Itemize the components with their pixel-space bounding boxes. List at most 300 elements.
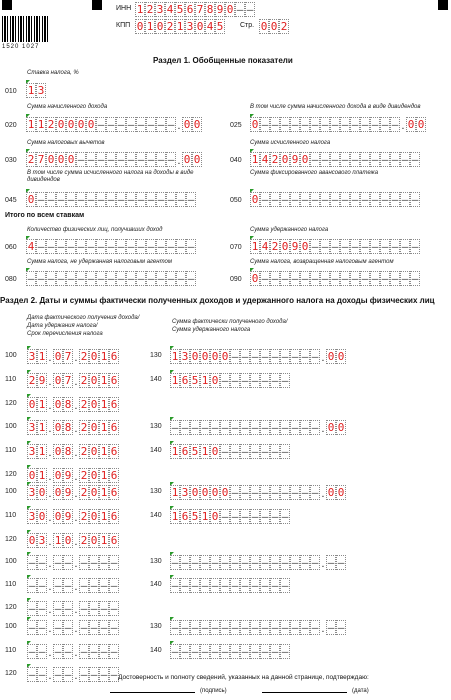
char-cell: –	[100, 668, 108, 681]
kpp-field	[135, 19, 225, 34]
char-cell: 2	[80, 374, 88, 387]
char-cell: 0	[28, 469, 36, 482]
label-090: Сумма налога, возвращенная налоговым агентом	[250, 259, 394, 265]
char-cell: –	[371, 118, 379, 131]
char-cell: 3	[38, 534, 46, 547]
date-field-120	[27, 533, 119, 548]
dot-separator: .	[74, 671, 78, 682]
char-cell: –	[271, 193, 279, 206]
char-cell: –	[90, 556, 98, 569]
char-cell: –	[261, 645, 269, 658]
dot-separator: .	[48, 559, 52, 570]
char-cell: 0	[77, 118, 85, 131]
char-cell: –	[177, 272, 185, 285]
date-field-120	[27, 468, 119, 483]
code-110: 110	[5, 376, 17, 383]
char-cell: –	[291, 350, 299, 363]
char-cell: 2	[271, 240, 279, 253]
income-amount-field	[170, 620, 346, 635]
char-cell: –	[157, 153, 165, 166]
char-cell: –	[291, 193, 299, 206]
char-cell: –	[100, 579, 108, 592]
char-cell: –	[117, 153, 125, 166]
char-cell: 5	[191, 445, 199, 458]
char-cell: 6	[181, 374, 189, 387]
char-cell: –	[281, 118, 289, 131]
char-cell: 0	[337, 421, 345, 434]
char-cell: 9	[64, 486, 72, 499]
char-cell: –	[251, 579, 259, 592]
char-cell: 7	[64, 374, 72, 387]
code-140: 140	[150, 447, 162, 454]
char-cell: –	[381, 272, 389, 285]
char-cell: 2	[146, 3, 154, 16]
char-cell: –	[301, 350, 309, 363]
code-010: 010	[5, 88, 17, 95]
char-cell: –	[107, 118, 115, 131]
char-cell: –	[281, 486, 289, 499]
char-cell: 1	[136, 3, 144, 16]
field-050	[250, 192, 420, 207]
label-020: Сумма начисленного дохода	[27, 104, 108, 110]
char-cell: 4	[261, 240, 269, 253]
date-field-120	[27, 397, 119, 412]
char-cell: 1	[251, 153, 259, 166]
char-cell: –	[271, 118, 279, 131]
dot-separator: .	[177, 156, 181, 167]
char-cell: –	[167, 118, 175, 131]
char-cell: –	[301, 272, 309, 285]
char-cell: 0	[54, 486, 62, 499]
char-cell: 1	[171, 486, 179, 499]
field-030	[26, 152, 202, 167]
field-040	[250, 152, 420, 167]
dot-separator: .	[48, 671, 52, 682]
code-110: 110	[5, 581, 17, 588]
char-cell: –	[100, 556, 108, 569]
char-cell: –	[221, 579, 229, 592]
char-cell: 4	[261, 153, 269, 166]
char-cell: 6	[110, 445, 118, 458]
char-cell: –	[261, 350, 269, 363]
section1-title: Раздел 1. Обобщенные показатели	[153, 56, 293, 65]
char-cell: 2	[80, 469, 88, 482]
char-cell: –	[107, 193, 115, 206]
char-cell: –	[271, 579, 279, 592]
char-cell: 0	[221, 486, 229, 499]
char-cell: 9	[291, 153, 299, 166]
char-cell: –	[281, 272, 289, 285]
char-cell: –	[401, 153, 409, 166]
char-cell: –	[47, 240, 55, 253]
income-amount-field	[170, 555, 346, 570]
char-cell: –	[211, 621, 219, 634]
char-cell: –	[311, 621, 319, 634]
char-cell: –	[28, 645, 36, 658]
char-cell: –	[301, 486, 309, 499]
page-label: Стр.	[240, 22, 255, 29]
char-cell: –	[157, 272, 165, 285]
char-cell: 0	[193, 118, 201, 131]
char-cell: 0	[47, 153, 55, 166]
char-cell: –	[181, 621, 189, 634]
code-130: 130	[150, 352, 162, 359]
char-cell: –	[100, 621, 108, 634]
char-cell: –	[261, 118, 269, 131]
code-030: 030	[5, 157, 17, 164]
char-cell: –	[38, 579, 46, 592]
char-cell: –	[371, 193, 379, 206]
char-cell: –	[401, 272, 409, 285]
char-cell: –	[100, 645, 108, 658]
char-cell: –	[181, 645, 189, 658]
char-cell: –	[281, 579, 289, 592]
char-cell: 1	[100, 534, 108, 547]
char-cell: –	[341, 118, 349, 131]
char-cell: –	[67, 193, 75, 206]
char-cell: –	[80, 602, 88, 615]
char-cell: 1	[201, 445, 209, 458]
char-cell: –	[171, 421, 179, 434]
char-cell: –	[301, 118, 309, 131]
char-cell: 0	[67, 153, 75, 166]
income-amount-field	[170, 420, 346, 435]
char-cell: 0	[90, 421, 98, 434]
char-cell: –	[231, 350, 239, 363]
right-header-1: Сумма фактически полученного дохода/	[172, 319, 288, 325]
char-cell: –	[371, 240, 379, 253]
char-cell: –	[211, 645, 219, 658]
char-cell: –	[391, 272, 399, 285]
char-cell: 0	[38, 510, 46, 523]
char-cell: 3	[37, 84, 45, 97]
page-field	[259, 19, 289, 34]
char-cell: –	[241, 445, 249, 458]
char-cell: 8	[206, 3, 214, 16]
char-cell: –	[80, 645, 88, 658]
tax-amount-field	[170, 373, 290, 388]
char-cell: –	[127, 193, 135, 206]
char-cell: 0	[201, 350, 209, 363]
char-cell: 6	[110, 350, 118, 363]
dot-separator: .	[48, 513, 52, 524]
char-cell: 3	[181, 486, 189, 499]
char-cell: 2	[80, 510, 88, 523]
char-cell: –	[331, 272, 339, 285]
signature-line	[110, 692, 195, 693]
char-cell: 1	[100, 398, 108, 411]
char-cell: –	[54, 579, 62, 592]
char-cell: –	[341, 272, 349, 285]
date-field-120	[27, 601, 119, 616]
code-090: 090	[230, 276, 242, 283]
field-080	[26, 271, 196, 286]
char-cell: 8	[64, 421, 72, 434]
char-cell: –	[137, 240, 145, 253]
char-cell: –	[181, 579, 189, 592]
char-cell: 8	[64, 445, 72, 458]
date-field-100	[27, 485, 119, 500]
char-cell: 3	[156, 3, 164, 16]
char-cell: –	[281, 193, 289, 206]
char-cell: –	[251, 556, 259, 569]
code-130: 130	[150, 488, 162, 495]
char-cell: –	[281, 445, 289, 458]
char-cell: –	[246, 3, 254, 16]
char-cell: –	[251, 510, 259, 523]
char-cell: –	[231, 445, 239, 458]
char-cell: –	[311, 193, 319, 206]
char-cell: –	[337, 556, 345, 569]
char-cell: 3	[181, 350, 189, 363]
char-cell: –	[110, 621, 118, 634]
char-cell: 0	[327, 421, 335, 434]
char-cell: –	[87, 193, 95, 206]
char-cell: –	[137, 193, 145, 206]
char-cell: –	[100, 602, 108, 615]
char-cell: 1	[38, 398, 46, 411]
char-cell: 1	[100, 350, 108, 363]
char-cell: 1	[201, 510, 209, 523]
dot-separator: .	[48, 448, 52, 459]
char-cell: –	[147, 118, 155, 131]
char-cell: –	[401, 240, 409, 253]
char-cell: 0	[301, 153, 309, 166]
dot-separator: .	[321, 624, 325, 635]
char-cell: –	[261, 556, 269, 569]
char-cell: 9	[291, 240, 299, 253]
char-cell: 0	[337, 486, 345, 499]
char-cell: –	[301, 621, 309, 634]
char-cell: –	[90, 668, 98, 681]
char-cell: –	[47, 272, 55, 285]
char-cell: 0	[54, 350, 62, 363]
char-cell: –	[28, 556, 36, 569]
char-cell: –	[57, 193, 65, 206]
char-cell: –	[381, 240, 389, 253]
char-cell: –	[147, 153, 155, 166]
date-field-110	[27, 644, 119, 659]
char-cell: –	[147, 272, 155, 285]
section2-title: Раздел 2. Даты и суммы фактически полученных доходов и удержанного налога на доходы физических лиц	[0, 296, 435, 305]
char-cell: 0	[417, 118, 425, 131]
char-cell: –	[411, 193, 419, 206]
dot-separator: .	[48, 624, 52, 635]
char-cell: –	[261, 486, 269, 499]
char-cell: –	[77, 240, 85, 253]
char-cell: 1	[171, 374, 179, 387]
char-cell: 5	[216, 20, 224, 33]
char-cell: –	[241, 579, 249, 592]
code-130: 130	[150, 423, 162, 430]
char-cell: 0	[54, 469, 62, 482]
field-060	[26, 239, 196, 254]
char-cell: –	[361, 118, 369, 131]
dot-separator: .	[74, 424, 78, 435]
char-cell: –	[117, 118, 125, 131]
char-cell: 9	[38, 374, 46, 387]
char-cell: –	[231, 421, 239, 434]
char-cell: 2	[80, 350, 88, 363]
char-cell: 0	[54, 398, 62, 411]
char-cell: –	[311, 556, 319, 569]
code-120: 120	[5, 670, 17, 677]
char-cell: –	[171, 621, 179, 634]
char-cell: –	[181, 421, 189, 434]
code-045: 045	[5, 197, 17, 204]
date-field-120	[27, 667, 119, 682]
char-cell: –	[221, 374, 229, 387]
char-cell: –	[80, 668, 88, 681]
char-cell: –	[411, 153, 419, 166]
dot-separator: .	[48, 377, 52, 388]
char-cell: –	[201, 556, 209, 569]
char-cell: –	[64, 668, 72, 681]
char-cell: –	[110, 668, 118, 681]
char-cell: –	[67, 272, 75, 285]
char-cell: –	[167, 193, 175, 206]
char-cell: –	[411, 240, 419, 253]
char-cell: –	[311, 421, 319, 434]
char-cell: 1	[100, 469, 108, 482]
char-cell: 0	[211, 350, 219, 363]
code-100: 100	[5, 423, 17, 430]
char-cell: 0	[270, 20, 278, 33]
code-120: 120	[5, 604, 17, 611]
char-cell: 6	[110, 374, 118, 387]
char-cell: –	[27, 272, 35, 285]
char-cell: –	[236, 3, 244, 16]
char-cell: 1	[171, 510, 179, 523]
char-cell: –	[351, 193, 359, 206]
char-cell: 9	[64, 510, 72, 523]
char-cell: –	[137, 118, 145, 131]
char-cell: –	[38, 602, 46, 615]
char-cell: –	[38, 668, 46, 681]
char-cell: –	[64, 645, 72, 658]
char-cell: 0	[54, 445, 62, 458]
char-cell: 1	[251, 240, 259, 253]
char-cell: –	[191, 645, 199, 658]
label-030: Сумма налоговых вычетов	[27, 140, 105, 146]
char-cell: 0	[38, 486, 46, 499]
char-cell: –	[231, 621, 239, 634]
char-cell: –	[361, 240, 369, 253]
label-045: В том числе сумма исчисленного налога на доходы в виде дивидендов	[27, 170, 194, 183]
char-cell: –	[97, 193, 105, 206]
corner-marker	[438, 0, 448, 10]
char-cell: –	[90, 579, 98, 592]
char-cell: 0	[407, 118, 415, 131]
char-cell: –	[251, 486, 259, 499]
char-cell: –	[411, 272, 419, 285]
char-cell: –	[311, 118, 319, 131]
char-cell: –	[177, 240, 185, 253]
label-080: Сумма налога, не удержанная налоговым агентом	[27, 259, 172, 265]
char-cell: –	[261, 272, 269, 285]
char-cell: 0	[196, 20, 204, 33]
char-cell: –	[271, 350, 279, 363]
char-cell: –	[137, 153, 145, 166]
dot-separator: .	[321, 559, 325, 570]
dot-separator: .	[48, 605, 52, 616]
code-140: 140	[150, 647, 162, 654]
char-cell: –	[321, 118, 329, 131]
char-cell: –	[311, 153, 319, 166]
char-cell: –	[381, 153, 389, 166]
char-cell: –	[167, 240, 175, 253]
dot-separator: .	[74, 401, 78, 412]
char-cell: 2	[47, 118, 55, 131]
char-cell: 2	[28, 374, 36, 387]
confirm-text: Достоверность и полноту сведений, указанных на данной странице, подтверждаю:	[118, 674, 369, 681]
tax-amount-field	[170, 578, 290, 593]
char-cell: –	[157, 118, 165, 131]
char-cell: 5	[176, 3, 184, 16]
char-cell: –	[221, 510, 229, 523]
char-cell: –	[110, 579, 118, 592]
char-cell: –	[291, 272, 299, 285]
char-cell: –	[351, 272, 359, 285]
char-cell: 6	[181, 510, 189, 523]
char-cell: –	[47, 193, 55, 206]
code-025: 025	[230, 122, 242, 129]
char-cell: –	[211, 421, 219, 434]
char-cell: –	[231, 374, 239, 387]
char-cell: –	[251, 421, 259, 434]
char-cell: 2	[80, 486, 88, 499]
char-cell: –	[241, 556, 249, 569]
char-cell: –	[337, 621, 345, 634]
char-cell: –	[201, 579, 209, 592]
char-cell: 1	[100, 510, 108, 523]
char-cell: –	[90, 645, 98, 658]
char-cell: 0	[211, 445, 219, 458]
date-field-110	[27, 578, 119, 593]
char-cell: 3	[28, 510, 36, 523]
char-cell: 6	[110, 510, 118, 523]
char-cell: –	[351, 153, 359, 166]
dot-separator: .	[48, 648, 52, 659]
char-cell: –	[281, 645, 289, 658]
char-cell: –	[221, 556, 229, 569]
code-110: 110	[5, 647, 17, 654]
char-cell: –	[331, 153, 339, 166]
char-cell: 0	[57, 118, 65, 131]
char-cell: –	[157, 193, 165, 206]
dot-separator: .	[401, 121, 405, 132]
dot-separator: .	[48, 401, 52, 412]
char-cell: 3	[28, 445, 36, 458]
char-cell: –	[281, 510, 289, 523]
char-cell: 0	[221, 350, 229, 363]
char-cell: –	[211, 579, 219, 592]
char-cell: –	[291, 621, 299, 634]
char-cell: 6	[110, 469, 118, 482]
char-cell: –	[77, 153, 85, 166]
char-cell: 1	[146, 20, 154, 33]
char-cell: –	[171, 579, 179, 592]
char-cell: –	[331, 193, 339, 206]
char-cell: –	[107, 153, 115, 166]
char-cell: –	[97, 272, 105, 285]
char-cell: –	[241, 486, 249, 499]
dot-separator: .	[74, 448, 78, 459]
char-cell: –	[331, 118, 339, 131]
char-cell: –	[221, 645, 229, 658]
char-cell: 1	[171, 350, 179, 363]
char-cell: –	[28, 621, 36, 634]
